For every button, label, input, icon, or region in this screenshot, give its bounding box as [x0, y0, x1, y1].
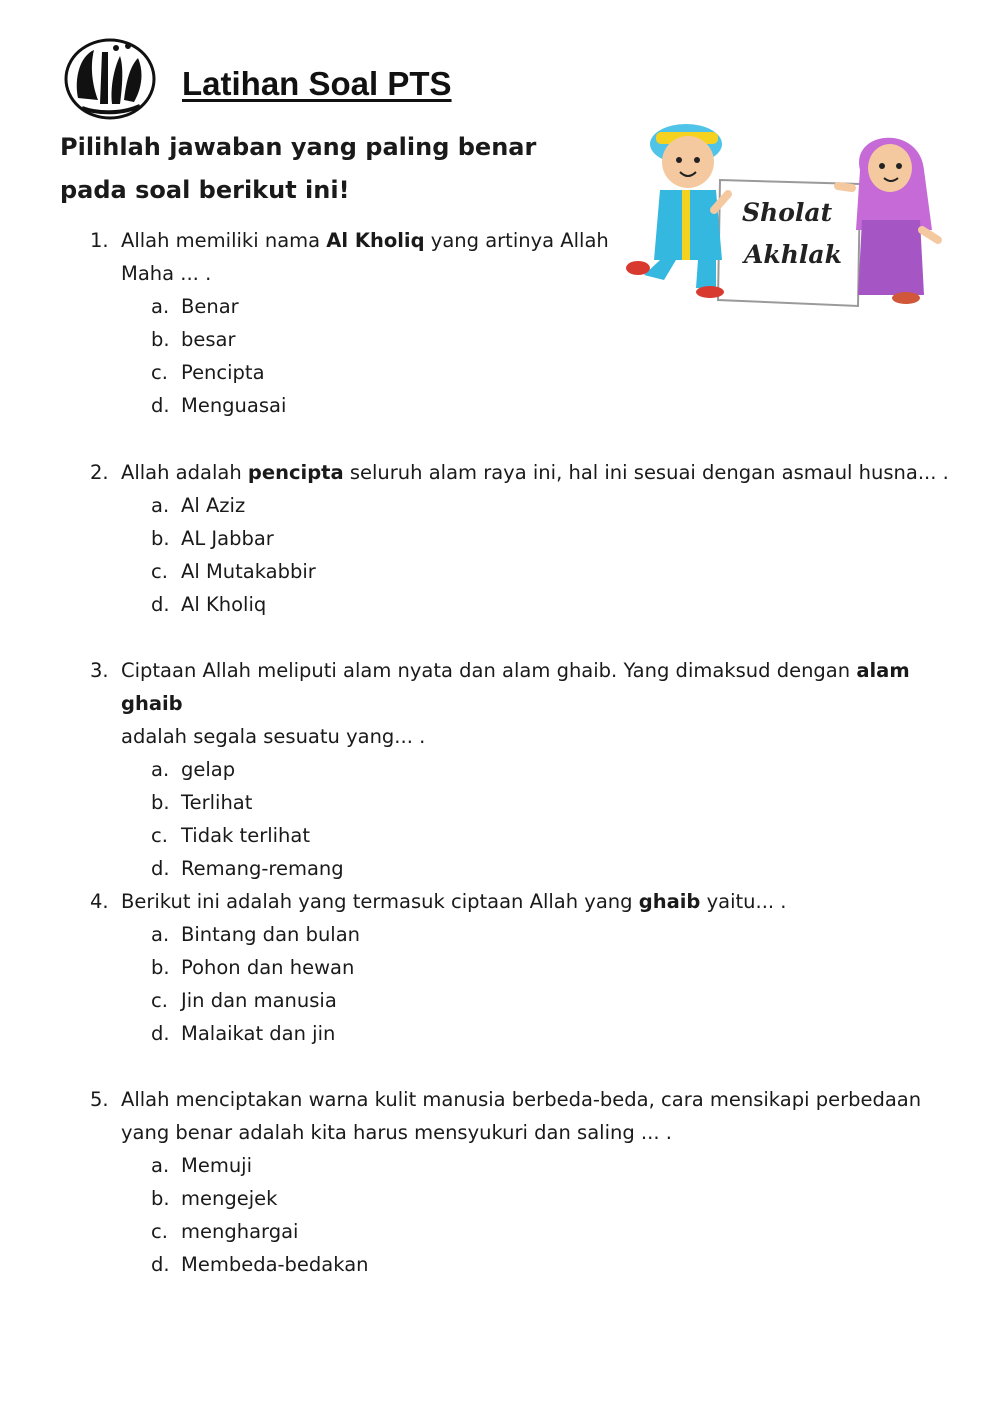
option-text: AL Jabbar [181, 527, 274, 550]
option-text: Al Kholiq [181, 593, 267, 616]
option-letter: d. [151, 857, 170, 880]
stem-text: Allah memiliki nama [121, 229, 327, 252]
option-b[interactable] [151, 786, 950, 819]
option-text: menghargai [181, 1220, 299, 1243]
stem-text: Berikut ini adalah yang termasuk ciptaan Allah yang [121, 890, 639, 913]
page-title: Latihan Soal PTS [182, 65, 452, 102]
stem-bold-text: Al Kholiq [326, 229, 425, 252]
options-list [151, 489, 950, 621]
option-text: Bintang dan bulan [181, 923, 361, 946]
option-text: Terlihat [181, 791, 253, 814]
option-text: besar [181, 328, 236, 351]
option-a[interactable] [151, 918, 950, 951]
option-letter: a. [151, 1154, 170, 1177]
option-letter: b. [151, 527, 170, 550]
option-letter: b. [151, 791, 170, 814]
option-letter: a. [151, 923, 170, 946]
option-letter: c. [151, 989, 168, 1012]
option-c[interactable] [151, 356, 950, 389]
stem-text: yang artinya Allah [424, 229, 609, 252]
option-text: Al Mutakabbir [181, 560, 316, 583]
option-text: Al Aziz [181, 494, 246, 517]
question-number: 1. [90, 229, 109, 252]
option-text: Tidak terlihat [181, 824, 310, 847]
stem-bold-text: pencipta [247, 461, 344, 484]
option-c[interactable] [151, 819, 950, 852]
question-stem [121, 224, 950, 290]
option-text: Benar [181, 295, 239, 318]
option-letter: d. [151, 1253, 170, 1276]
option-text: Memuji [181, 1154, 253, 1177]
option-text: Remang-remang [181, 857, 344, 880]
option-text: Jin dan manusia [181, 989, 337, 1012]
question-stem [121, 1083, 950, 1149]
option-text: Malaikat dan jin [181, 1022, 336, 1045]
option-letter: c. [151, 1220, 168, 1243]
question-stem [121, 456, 950, 489]
instruction-text: Pilihlah jawaban yang paling benar pada soal berikut ini! [60, 133, 537, 204]
stem-text: Allah menciptakan warna kulit manusia berbeda-beda, cara mensikapi perbedaan [121, 1088, 922, 1111]
option-c[interactable] [151, 984, 950, 1017]
question-number: 3. [90, 659, 109, 682]
option-letter: a. [151, 758, 170, 781]
option-b[interactable] [151, 1182, 950, 1215]
question-stem [121, 885, 950, 918]
question-2 [90, 456, 950, 621]
stem-text: seluruh alam raya ini, hal ini sesuai dengan asmaul husna... . [343, 461, 949, 484]
question-number: 5. [90, 1088, 109, 1111]
options-list [151, 918, 950, 1050]
question-number: 2. [90, 461, 109, 484]
option-text: Pohon dan hewan [181, 956, 355, 979]
option-letter: b. [151, 956, 170, 979]
option-letter: b. [151, 1187, 170, 1210]
question-5 [90, 1083, 950, 1281]
option-d[interactable] [151, 852, 950, 885]
stem-text: yaitu... . [700, 890, 787, 913]
option-b[interactable] [151, 951, 950, 984]
option-letter: c. [151, 824, 168, 847]
option-d[interactable] [151, 1248, 950, 1281]
option-letter: a. [151, 295, 170, 318]
option-b[interactable] [151, 522, 950, 555]
sign-text-line1: Sholat [742, 198, 833, 227]
stem-text: Allah adalah [121, 461, 248, 484]
arabic-calligraphy-logo-icon [64, 38, 156, 120]
option-c[interactable] [151, 1215, 950, 1248]
stem-bold-text: ghaib [638, 890, 701, 913]
option-letter: d. [151, 394, 170, 417]
option-d[interactable] [151, 389, 950, 422]
option-text: Pencipta [181, 361, 265, 384]
stem-text: adalah segala sesuatu yang... . [121, 725, 426, 748]
question-number: 4. [90, 890, 109, 913]
stem-text: Maha ... . [121, 262, 212, 285]
stem-text: yang benar adalah kita harus mensyukuri dan saling ... . [121, 1121, 672, 1144]
option-text: Menguasai [181, 394, 287, 417]
options-list [151, 1149, 950, 1281]
option-letter: a. [151, 494, 170, 517]
option-a[interactable] [151, 489, 950, 522]
option-letter: d. [151, 1022, 170, 1045]
option-a[interactable] [151, 753, 950, 786]
options-list [151, 290, 950, 422]
option-letter: c. [151, 560, 168, 583]
option-c[interactable] [151, 555, 950, 588]
stem-text: Ciptaan Allah meliputi alam nyata dan alam ghaib. Yang dimaksud dengan [121, 659, 857, 682]
option-letter: d. [151, 593, 170, 616]
option-a[interactable] [151, 290, 950, 323]
option-letter: c. [151, 361, 168, 384]
question-stem [121, 654, 950, 753]
option-d[interactable] [151, 588, 950, 621]
option-text: gelap [181, 758, 236, 781]
sign-text-line2: Akhlak [744, 240, 842, 269]
stem-bold-text: alam ghaib [121, 659, 910, 715]
question-1 [90, 224, 950, 422]
option-d[interactable] [151, 1017, 950, 1050]
option-text: Membeda-bedakan [181, 1253, 369, 1276]
option-a[interactable] [151, 1149, 950, 1182]
option-letter: b. [151, 328, 170, 351]
option-text: mengejek [181, 1187, 278, 1210]
option-b[interactable] [151, 323, 950, 356]
options-list [151, 753, 950, 885]
question-3 [90, 654, 950, 885]
question-4 [90, 885, 950, 1050]
